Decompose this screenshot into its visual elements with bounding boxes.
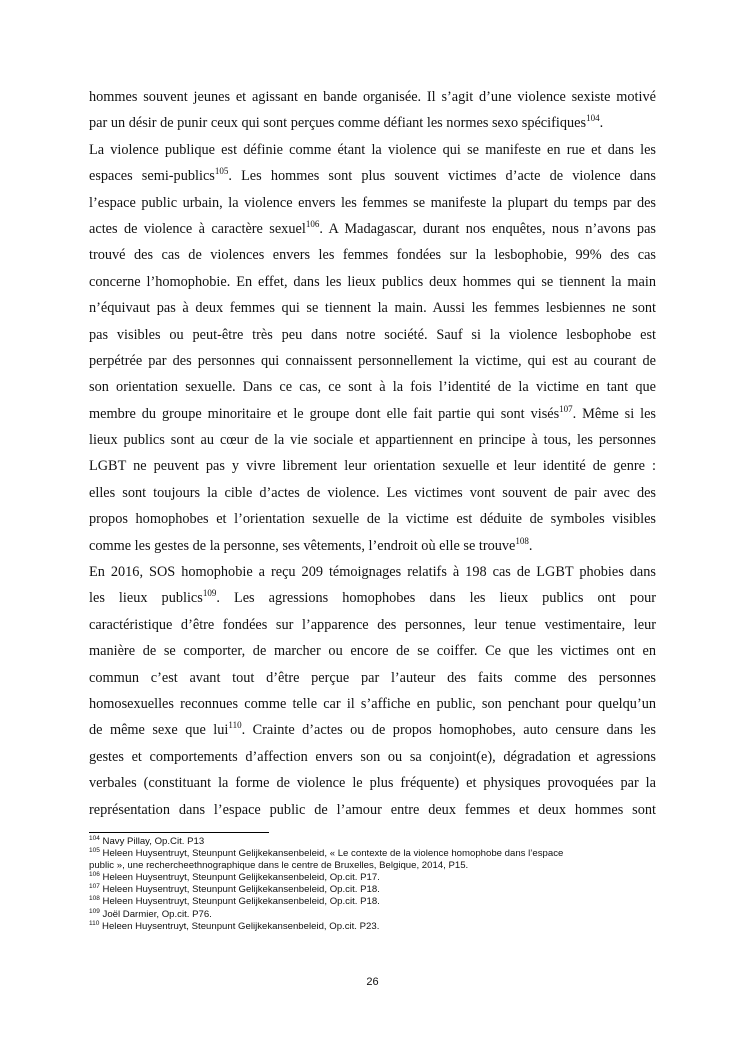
- text-line: En 2016, SOS homophobie a reçu 209 témoignages relatifs à 198 cas de LGBT phobies dans: [89, 564, 656, 581]
- text-line: concerne l’homophobie. En effet, dans les lieux publics deux hommes qui se tiennent la main: [89, 273, 656, 290]
- footnote-number: 104: [89, 834, 100, 842]
- text-line: perpétrée par des personnes qui connaissent personnellement la victime, qui est au courant de: [89, 352, 656, 369]
- footnote: $^{106}$ Heleen Huysentruyt, Steunpunt Gelijkekansenbeleid, Op.cit. P17.: [89, 871, 380, 884]
- text-line: gestes et comportements d’affection envers son ou sa conjoint(e), dégradation et agressions: [89, 748, 656, 765]
- footnote-ref: 109: [202, 588, 217, 599]
- footnote-ref: 110: [228, 720, 242, 731]
- footnote: public », une rechercheethnographique dans le centre de Bruxelles, Belgique, 2014, P15.: [89, 860, 469, 872]
- text-line: La violence publique est définie comme étant la violence qui se manifeste en rue et dans les: [89, 141, 656, 158]
- text-line: manière de se comporter, de marcher ou encore de se coiffer. Ce que les victimes ont en: [89, 643, 656, 660]
- footnote: $^{110}$ Heleen Huysentruyt, Steunpunt Gelijkekansenbeleid, Op.cit. P23.: [89, 919, 380, 932]
- text-line: espaces semi-publics$^{105}$. Les hommes sont plus souvent victimes d’acte de violence dans: [89, 166, 656, 185]
- footnote-number: 107: [89, 883, 100, 891]
- footnote: $^{108}$ Heleen Huysentruyt, Steunpunt Gelijkekansenbeleid, Op.cit. P18.: [89, 895, 380, 908]
- footnote-number: 110: [89, 919, 100, 927]
- text-line: l’espace public urbain, la violence envers les femmes se manifeste la plupart du temps par des: [89, 194, 656, 211]
- footnote: $^{109}$ Joël Darmier, Op.cit. P76.: [89, 907, 212, 920]
- footnote-number: 108: [89, 895, 100, 903]
- text-line: membre du groupe minoritaire et le groupe dont elle fait partie qui sont visés$^{107}$. Même si les: [89, 403, 656, 422]
- footnote-list: [89, 836, 669, 933]
- footnote-ref: 108: [515, 535, 529, 546]
- body-text: [89, 84, 656, 823]
- text-line: homosexuelles reconnues comme telle car il s’affiche en public, son penchant pour quelqu’un: [89, 695, 656, 712]
- footnote-ref: 107: [559, 403, 573, 414]
- text-line: par un désir de punir ceux qui sont perçues comme défiant les normes sexo spécifiques$^{104}$.: [89, 113, 604, 132]
- text-line: n’équivaut pas à deux femmes qui se tiennent la main. Aussi les femmes lesbiennes ne sont: [89, 300, 656, 317]
- footnote-ref: 106: [305, 219, 320, 230]
- text-line: elles sont toujours la cible d’actes de violence. Les victimes vont souvent de pair avec des: [89, 484, 656, 501]
- footnote-ref: 104: [586, 113, 600, 124]
- footnote-ref: 105: [214, 166, 229, 177]
- text-line: pas visibles ou peut-être très peu dans notre société. Sauf si la violence lesbophobe est: [89, 326, 656, 343]
- text-line: de même sexe que lui$^{110}$. Crainte d’actes ou de propos homophobes, auto censure dans les: [89, 720, 656, 739]
- text-line: représentation dans l’espace public de l’amour entre deux femmes et deux hommes sont: [89, 801, 656, 818]
- text-line: hommes souvent jeunes et agissant en bande organisée. Il s’agit d’une violence sexiste motivé: [89, 89, 656, 105]
- text-line: son orientation sexuelle. Dans ce cas, ce sont à la fois l’identité de la victime en tant que: [89, 379, 656, 396]
- page-number: 26: [366, 976, 379, 988]
- text-line: les lieux publics$^{109}$. Les agressions homophobes dans les lieux publics ont pour: [89, 588, 657, 607]
- footnote-number: 109: [89, 907, 100, 915]
- footnote-separator: [89, 832, 269, 833]
- footnote: $^{105}$ Heleen Huysentruyt, Steunpunt Gelijkekansenbeleid, « Le contexte de la violence homophobe dans l’espace: [89, 846, 564, 860]
- text-line: trouvé des cas de violences envers les femmes fondées sur la lesbophobie, 99% des cas: [89, 247, 656, 264]
- text-line: comme les gestes de la personne, ses vêtements, l’endroit où elle se trouve$^{108}$.: [89, 535, 533, 554]
- text-line: verbales (constituant la forme de violence le plus fréquente) et physiques provoquées par la: [89, 775, 656, 792]
- text-line: commun c’est avant tout d’être perçue par l’auteur des faits comme des personnes: [89, 669, 656, 686]
- footnote: $^{107}$ Heleen Huysentruyt, Steunpunt Gelijkekansenbeleid, Op.cit. P18.: [89, 883, 380, 896]
- footnote: $^{104}$ Navy Pillay, Op.Cit. P13: [89, 834, 205, 847]
- text-line: LGBT ne peuvent pas y vivre librement leur orientation sexuelle et leur identité de genre :: [89, 458, 656, 475]
- footnote-number: 106: [89, 871, 100, 879]
- footnotes: [89, 832, 669, 933]
- text-line: propos homophobes et l’orientation sexuelle de la victime est déduite de symboles visibles: [89, 511, 656, 528]
- text-line: caractéristique d’être fondées sur l’apparence des personnes, leur tenue vestimentaire, leur: [89, 616, 656, 633]
- text-line: lieux publics sont au cœur de la vie sociale et appartiennent en principe à tous, les personnes: [89, 432, 656, 449]
- text-line: actes de violence à caractère sexuel$^{106}$. A Madagascar, durant nos enquêtes, nous n’avons pas: [89, 219, 656, 237]
- footnote-number: 105: [89, 846, 100, 854]
